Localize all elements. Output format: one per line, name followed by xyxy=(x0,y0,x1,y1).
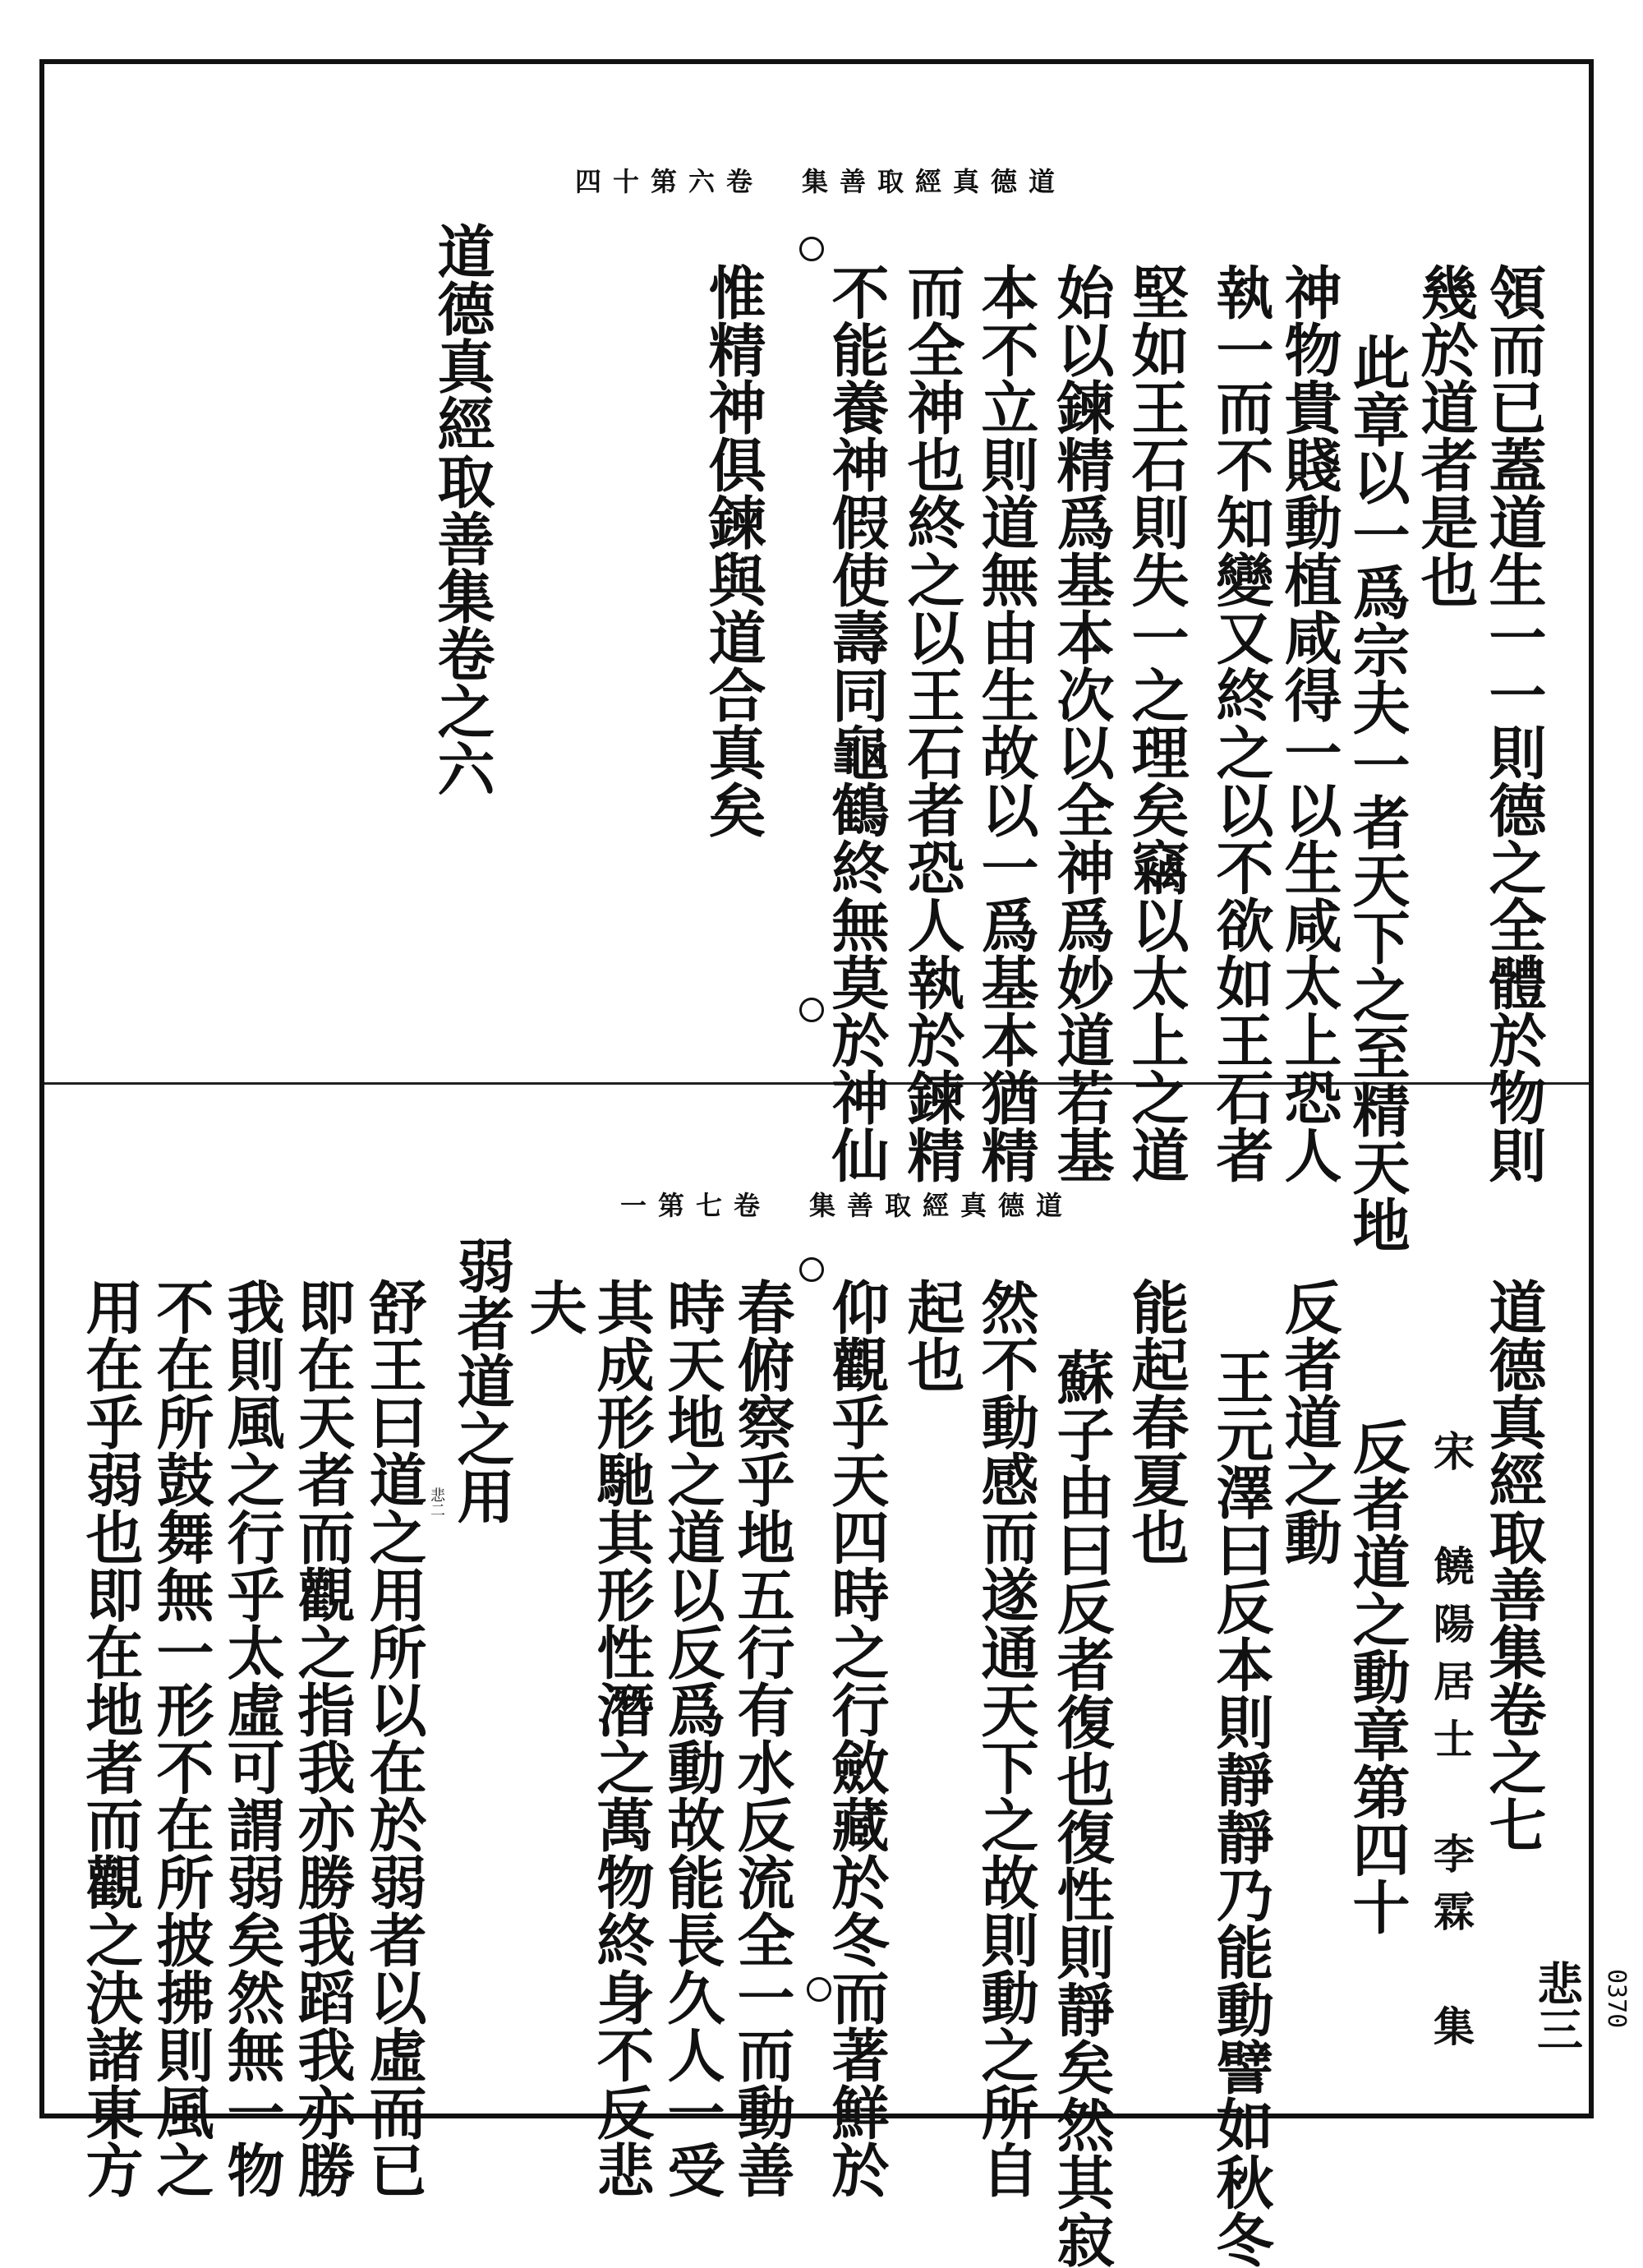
text-column: 我則風之行乎太虛可謂弱矣然無一物 xyxy=(218,1278,286,2198)
text-column: 領而已蓋道生一一則德之全體於物則 xyxy=(1480,263,1548,1183)
circle-mark-icon xyxy=(799,237,824,261)
text-column: 反者道之動章第四十 xyxy=(1343,1418,1411,1935)
corner-mark: 悲三 xyxy=(1530,1960,1584,2052)
text-column: 反者道之動 xyxy=(1275,1278,1343,1565)
text-column: 時天地之道以反爲動故能長久人一受 xyxy=(658,1278,726,2198)
text-column: 不能養神假使壽同龜鶴終無莫於神仙 xyxy=(822,263,891,1183)
text-column: 本不立則道無由生故以一爲基本猶精 xyxy=(972,263,1040,1183)
text-column: 即在天者而觀之指我亦勝我蹈我亦勝 xyxy=(288,1278,357,2198)
text-column: 執一而不知變又終之以不欲如王石者 xyxy=(1207,263,1275,1183)
text-column: 舒王曰道之用所以在於弱者以虛而已 xyxy=(360,1278,428,2198)
text-column: 惟精神俱鍊與道合真矣 xyxy=(699,263,767,838)
text-column: 然不動感而遂通天下之故則動之所自 xyxy=(972,1278,1040,2198)
text-column: 夫 xyxy=(520,1278,588,1335)
text-column: 春俯察乎地五行有水反流全一而動善 xyxy=(728,1278,796,2198)
text-column: 王元澤曰反本則靜靜乃能動譬如秋冬 xyxy=(1207,1348,1275,2268)
text-column: 弱者道之用 xyxy=(448,1237,516,1524)
page-number: 0370 xyxy=(1602,1969,1631,2029)
text-column: 道德真經取善集卷之七 xyxy=(1480,1278,1548,1853)
text-column: 道德真經取善集卷之六 xyxy=(428,222,496,797)
text-column: 用在乎弱也即在地者而觀之決諸東方 xyxy=(76,1278,145,2198)
text-column: 堅如王石則失一之理矣竊以太上之道 xyxy=(1122,263,1190,1183)
bottom-page-header: 道德真經取善集 卷七第一 xyxy=(620,1190,1075,1221)
text-column: 蘇子由曰反者復也復性則靜矣然其寂 xyxy=(1047,1348,1116,2268)
text-column: 而全神也終之以王石者恐人執於鍊精 xyxy=(898,263,966,1183)
text-column: 仰觀乎天四時之行斂藏於冬而著鮮於 xyxy=(822,1278,891,2198)
text-column: 不在所鼓舞無一形不在所披拂則風之 xyxy=(147,1278,215,2198)
text-column: 能起春夏也 xyxy=(1122,1278,1190,1565)
text-column: 幾於道者是也 xyxy=(1411,263,1480,608)
small-margin-mark: 悲二 xyxy=(428,1487,445,1517)
text-column: 起也 xyxy=(898,1278,966,1393)
text-column: 始以鍊精爲基本次以全神爲妙道若基 xyxy=(1047,263,1116,1183)
text-column: 此章以一爲宗夫一者天下之至精天地 xyxy=(1343,333,1411,1253)
text-column: 宋 饒陽居士 李霖 集 xyxy=(1427,1430,1475,2063)
top-page-header: 道德真經取善集 卷六第十四 xyxy=(575,166,1067,197)
text-column: 其成形馳其形性潛之萬物終身不反悲 xyxy=(587,1278,656,2198)
text-column: 神物貴賤動植咸得一以生咸太上恐人 xyxy=(1275,263,1343,1183)
